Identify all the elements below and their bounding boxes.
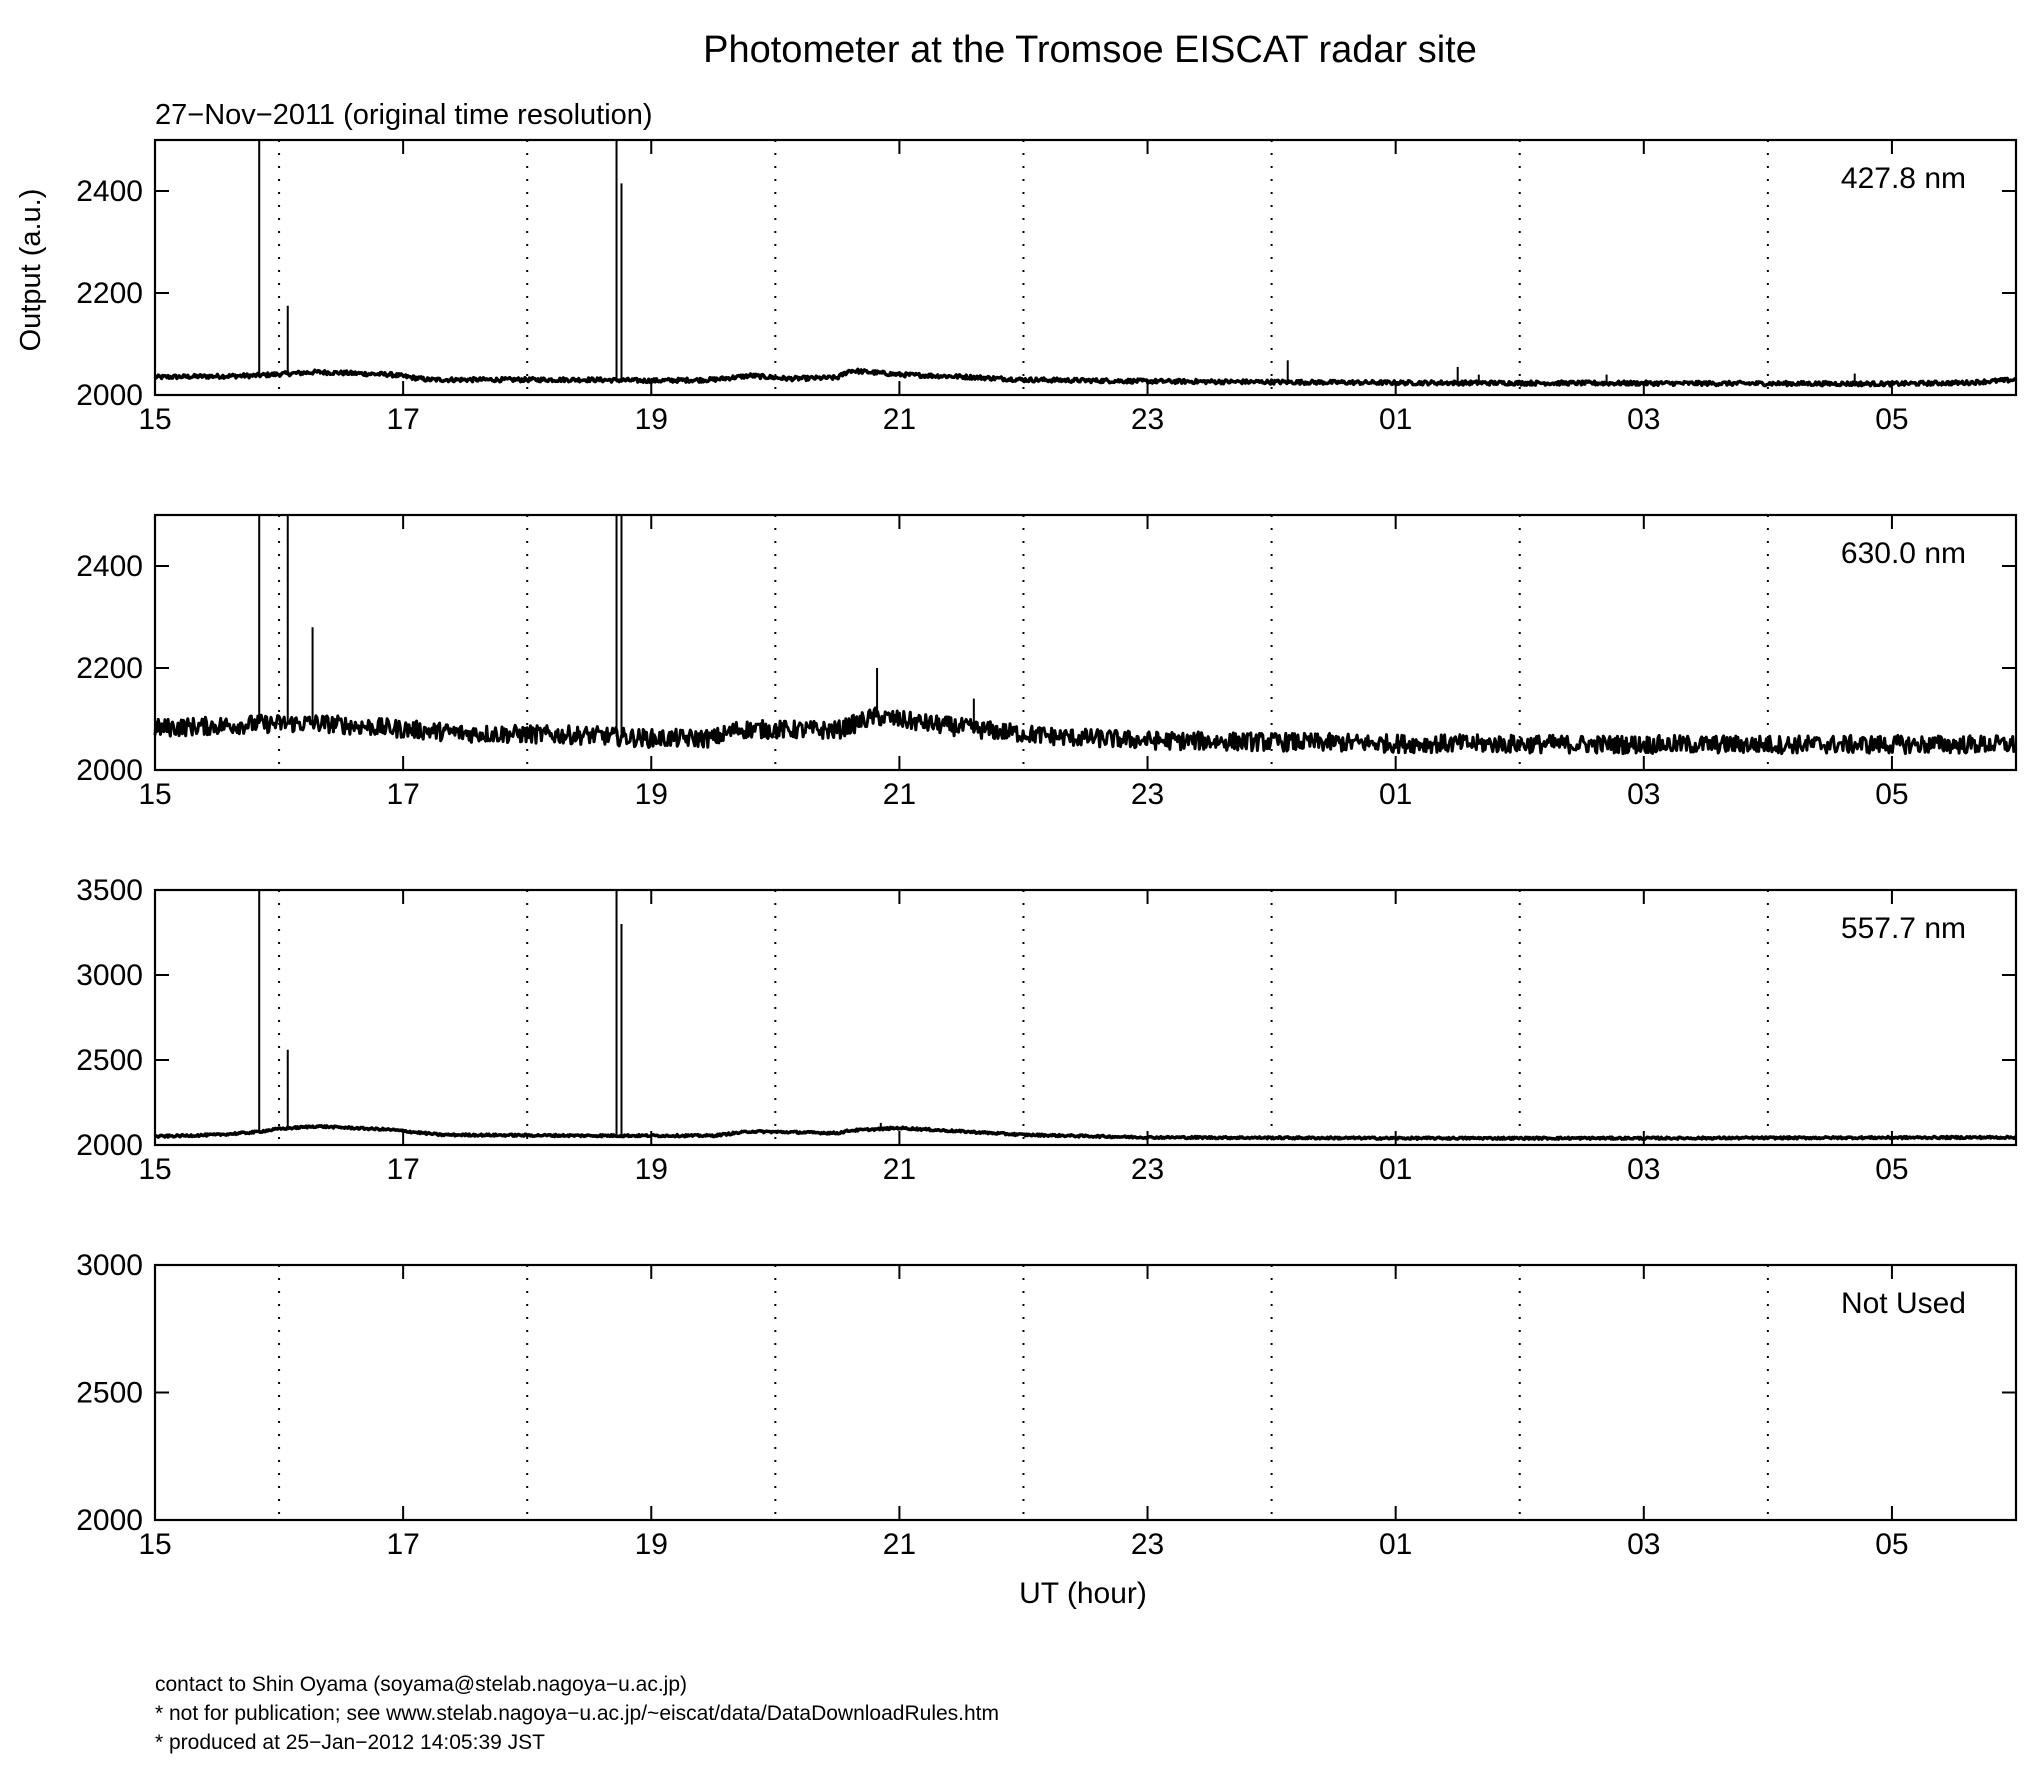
x-tick-label: 17	[386, 1528, 420, 1561]
x-tick-label: 17	[386, 1153, 420, 1186]
x-tick-label: 01	[1378, 403, 1413, 436]
y-tick-label: 2000	[76, 379, 143, 412]
x-tick-label: 01	[1378, 778, 1413, 811]
x-tick-label: 03	[1627, 403, 1661, 436]
panel-1	[76, 140, 2016, 436]
panel-4	[76, 1249, 2016, 1561]
footer-produced: * produced at 25−Jan−2012 14:05:39 JST	[155, 1731, 545, 1754]
x-tick-label: 17	[386, 403, 420, 436]
y-tick-label: 2000	[76, 1504, 143, 1537]
data-trace	[155, 369, 2016, 385]
axes-box	[155, 890, 2016, 1145]
x-tick-label: 21	[882, 403, 917, 436]
x-tick-label: 23	[1130, 1528, 1165, 1561]
x-tick-label: 23	[1130, 403, 1165, 436]
x-tick-label: 21	[882, 1528, 917, 1561]
x-tick-label: 01	[1378, 1528, 1413, 1561]
x-tick-label: 15	[138, 403, 172, 436]
y-tick-label: 2200	[76, 277, 143, 310]
panels	[76, 140, 2016, 1561]
y-tick-label: 2200	[76, 652, 143, 685]
x-tick-label: 01	[1378, 1153, 1413, 1186]
y-tick-label: 2400	[76, 550, 143, 583]
x-tick-label: 19	[634, 1153, 668, 1186]
y-tick-label: 3000	[76, 1249, 143, 1282]
x-tick-label: 03	[1627, 1528, 1661, 1561]
x-tick-label: 19	[634, 1528, 668, 1561]
y-tick-label: 2500	[76, 1044, 143, 1077]
data-trace	[155, 708, 2016, 754]
y-tick-label: 2000	[76, 1129, 143, 1162]
y-tick-label: 3000	[76, 959, 143, 992]
panel-3	[76, 874, 2016, 1186]
y-tick-label: 2000	[76, 754, 143, 787]
data-trace	[155, 1126, 2016, 1139]
x-tick-label: 05	[1875, 1528, 1909, 1561]
x-tick-label: 03	[1627, 1153, 1661, 1186]
x-tick-label: 15	[138, 1528, 172, 1561]
x-tick-label: 15	[138, 778, 172, 811]
x-tick-label: 21	[882, 778, 917, 811]
chart-title: Photometer at the Tromsoe EISCAT radar site	[703, 29, 1477, 71]
y-axis-label: Output (a.u.)	[15, 188, 47, 352]
x-tick-label: 19	[634, 778, 668, 811]
x-tick-label: 17	[386, 778, 420, 811]
channel-label: 557.7 nm	[1840, 912, 1966, 945]
channel-label: 427.8 nm	[1840, 162, 1966, 195]
x-tick-label: 03	[1627, 778, 1661, 811]
y-tick-label: 2500	[76, 1376, 143, 1410]
x-tick-label: 05	[1875, 1153, 1909, 1186]
axes-box	[155, 140, 2016, 395]
chart-subtitle: 27−Nov−2011 (original time resolution)	[155, 99, 653, 131]
panel-2	[76, 515, 2016, 811]
channel-label: Not Used	[1840, 1287, 1966, 1320]
y-tick-label: 3500	[76, 874, 143, 907]
footer-contact: contact to Shin Oyama (soyama@stelab.nagoya−u.ac.jp)	[155, 1673, 688, 1696]
x-tick-label: 05	[1875, 403, 1909, 436]
x-axis-label: UT (hour)	[1019, 1577, 1147, 1610]
x-tick-label: 23	[1130, 778, 1165, 811]
x-tick-label: 19	[634, 403, 668, 436]
x-tick-label: 15	[138, 1153, 172, 1186]
channel-label: 630.0 nm	[1840, 537, 1966, 570]
footer	[155, 1670, 999, 1757]
x-tick-label: 05	[1875, 778, 1909, 811]
y-tick-label: 2400	[76, 175, 143, 208]
footer-note: * not for publication; see www.stelab.nagoya−u.ac.jp/~eiscat/data/DataDownloadRules.htm	[155, 1702, 999, 1725]
x-tick-label: 23	[1130, 1153, 1165, 1186]
x-tick-label: 21	[882, 1153, 917, 1186]
axes-box	[155, 1265, 2016, 1520]
